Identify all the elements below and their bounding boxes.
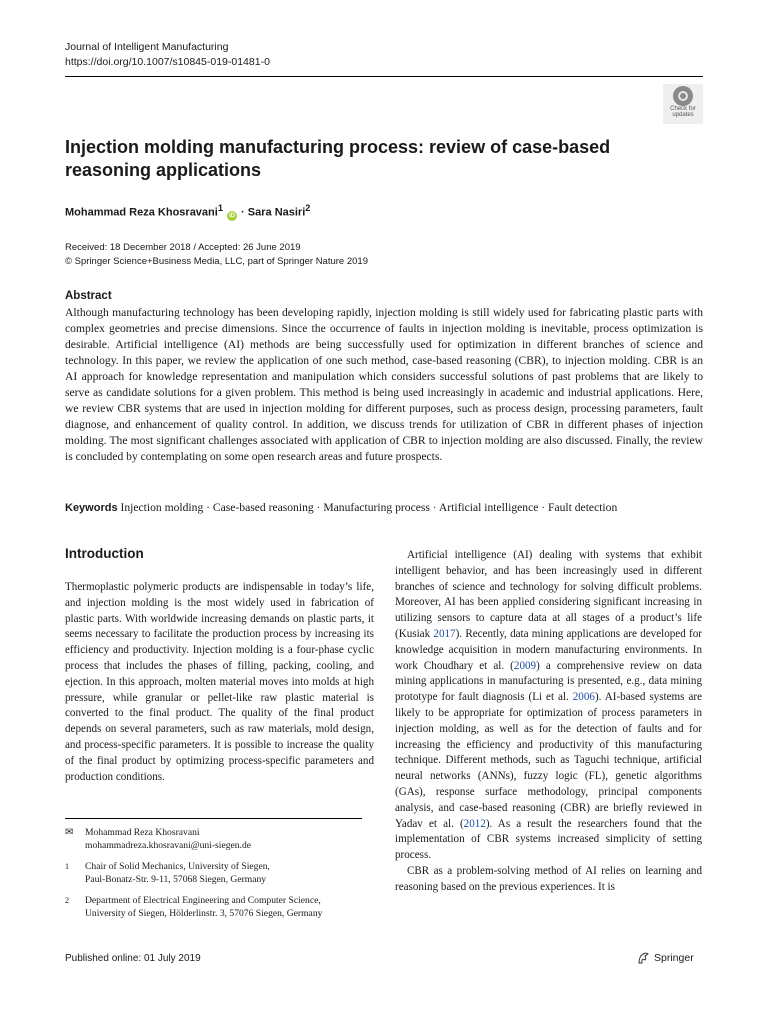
keywords-text: Injection molding · Case-based reasoning · Manufacturing process · Artificial intelligence · Fault detection [120,501,618,514]
affiliation-line: Chair of Solid Mechanics, University of Siegen, [85,861,270,872]
abstract-heading: Abstract [65,290,112,302]
contact-email[interactable]: mohammadreza.khosravani@uni-siegen.de [85,840,252,851]
affiliation-mark: 2 [305,203,311,213]
author-name[interactable]: Sara Nasiri [247,206,306,219]
mail-icon: ✉ [65,827,74,838]
author-separator: · [241,206,248,219]
publication-dates [65,241,368,269]
journal-header [65,40,270,70]
orcid-icon[interactable]: iD [228,212,235,219]
received-accepted: Received: 18 December 2018 / Accepted: 26 June 2019 [65,242,301,253]
citation-link[interactable]: 2009 [513,659,537,672]
citation-link[interactable]: 2017 [433,627,456,640]
contact-name: Mohammad Reza Khosravani [85,827,200,838]
publisher-logo[interactable] [636,951,694,965]
affiliation-line: University of Siegen, Hölderlinstr. 3, 57076 Siegen, Germany [85,908,323,919]
publisher-name: Springer [654,952,694,964]
footnote-rule [65,818,362,819]
corresponding-author [65,826,365,852]
published-online: Published online: 01 July 2019 [65,953,201,964]
badge-line1: Check for [670,106,696,112]
paper-title: Injection molding manufacturing process: review of case-based reasoning applications [65,137,611,180]
affiliation-mark: 2 [65,896,69,905]
citation-link[interactable]: 2012 [463,817,486,830]
author-name[interactable]: Mohammad Reza Khosravani [65,206,218,219]
paragraph: Artificial intelligence (AI) dealing with systems that exhibit intelligent behavior, and has been increasingly used in different branches of science and technology for solving difficult problems. Moreover, AI has been applied considering significant increasing in utilizing sensors to capture data at all stages of a product’s life (Kusiak 2017). Recently, data mining applications are developed for knowledge acquisition in modern manufacturing environments. In work Choudhary et al. (2009) a comprehensive review on data mining applications in manufacturing is presented, e.g., data mining prototype for fault diagnosis (Li et al. 2006). AI-based systems are likely to be appropriate for optimization of process parameters in injection molding, as well as for the detection of faults and for increasing the efficiency and productivity of this manufacturing technique. Different methods, such as Taguchi technique, artificial neural networks (ANNs), fuzzy logic (FL), genetic algorithms (GAs), response surface methodology, principal components analysis, and case-based reasoning (CBR) are briefly reviewed in Yadav et al. (2012). As a result the researchers found that the implementation of CBR systems increased simplicity of setting process. [395,549,703,862]
affiliation-2 [65,894,365,920]
update-icon [673,86,693,106]
author-list [65,203,310,221]
introduction-column-right [395,548,702,896]
introduction-heading: Introduction [65,546,144,561]
citation-link[interactable]: 2006 [572,691,595,704]
footnotes [65,826,365,928]
paragraph: CBR as a problem-solving method of AI relies on learning and reasoning based on the previous experiences. It is [395,864,702,893]
doi-link[interactable]: https://doi.org/10.1007/s10845-019-01481-0 [65,56,270,68]
abstract-text: Although manufacturing technology has been developing rapidly, injection molding is still widely used for fabricating plastic parts with complex geometries and precise dimensions. Since the occurrence of faults in injection molding is inevitable, process optimization is desirable. Artificial intelligence (AI) methods are being successfully used for optimization in different branches of science and technology. In this paper, we review the application of one such method, case-based reasoning (CBR), to injection molding. CBR is an AI approach for knowledge representation and manipulation which considers successful solutions of past problems that are likely to serve as candidate solutions for a given problem. This method is being used increasingly in academic and industrial applications. Here, we review CBR systems that are used in injection molding for different purposes, such as process design, processing parameters, fault diagnose, and enhancement of quality control. In addition, we discuss trends for utilization of CBR in different phases of injection molding. The most significant challenges associated with application of CBR to injection molding are also discussed. Finally, the review is concluded by contemplating on some open research areas and future prospects. [65,306,703,463]
affiliation-mark: 1 [217,203,223,213]
keywords [65,500,705,516]
affiliation-line: Paul-Bonatz-Str. 9-11, 57068 Siegen, Germany [85,874,267,885]
journal-name: Journal of Intelligent Manufacturing [65,41,229,53]
affiliation-line: Department of Electrical Engineering and Computer Science, [85,895,321,906]
badge-line2: updates [672,112,694,118]
copyright: © Springer Science+Business Media, LLC, part of Springer Nature 2019 [65,256,368,267]
affiliation-1 [65,860,365,886]
springer-horse-icon [636,951,650,965]
check-for-updates-badge[interactable] [663,84,703,124]
keywords-label: Keywords [65,502,118,514]
header-rule [65,76,703,77]
affiliation-mark: 1 [65,862,69,871]
introduction-column-left: Thermoplastic polymeric products are indispensable in today’s life, and injection molding is the most widely used in fabrication of plastic parts. With worldwide increasing demands on plastic parts, it seems necessary to facilitate the production process by increasing its efficiency and productivity. Injection molding is a four-phase cyclic process that includes the phases of filling, packing, cooling, and ejection. In this approach, molten material moves into molds at high pressure, while granular or pellet-like raw plastic material is converted to the final product. The quality of the final product depends on several parameters, such as raw materials, mold design, and process-specific parameters. It is possible to increase the quality of the final product by optimizing process-specific parameters and production conditions. [65,581,374,783]
